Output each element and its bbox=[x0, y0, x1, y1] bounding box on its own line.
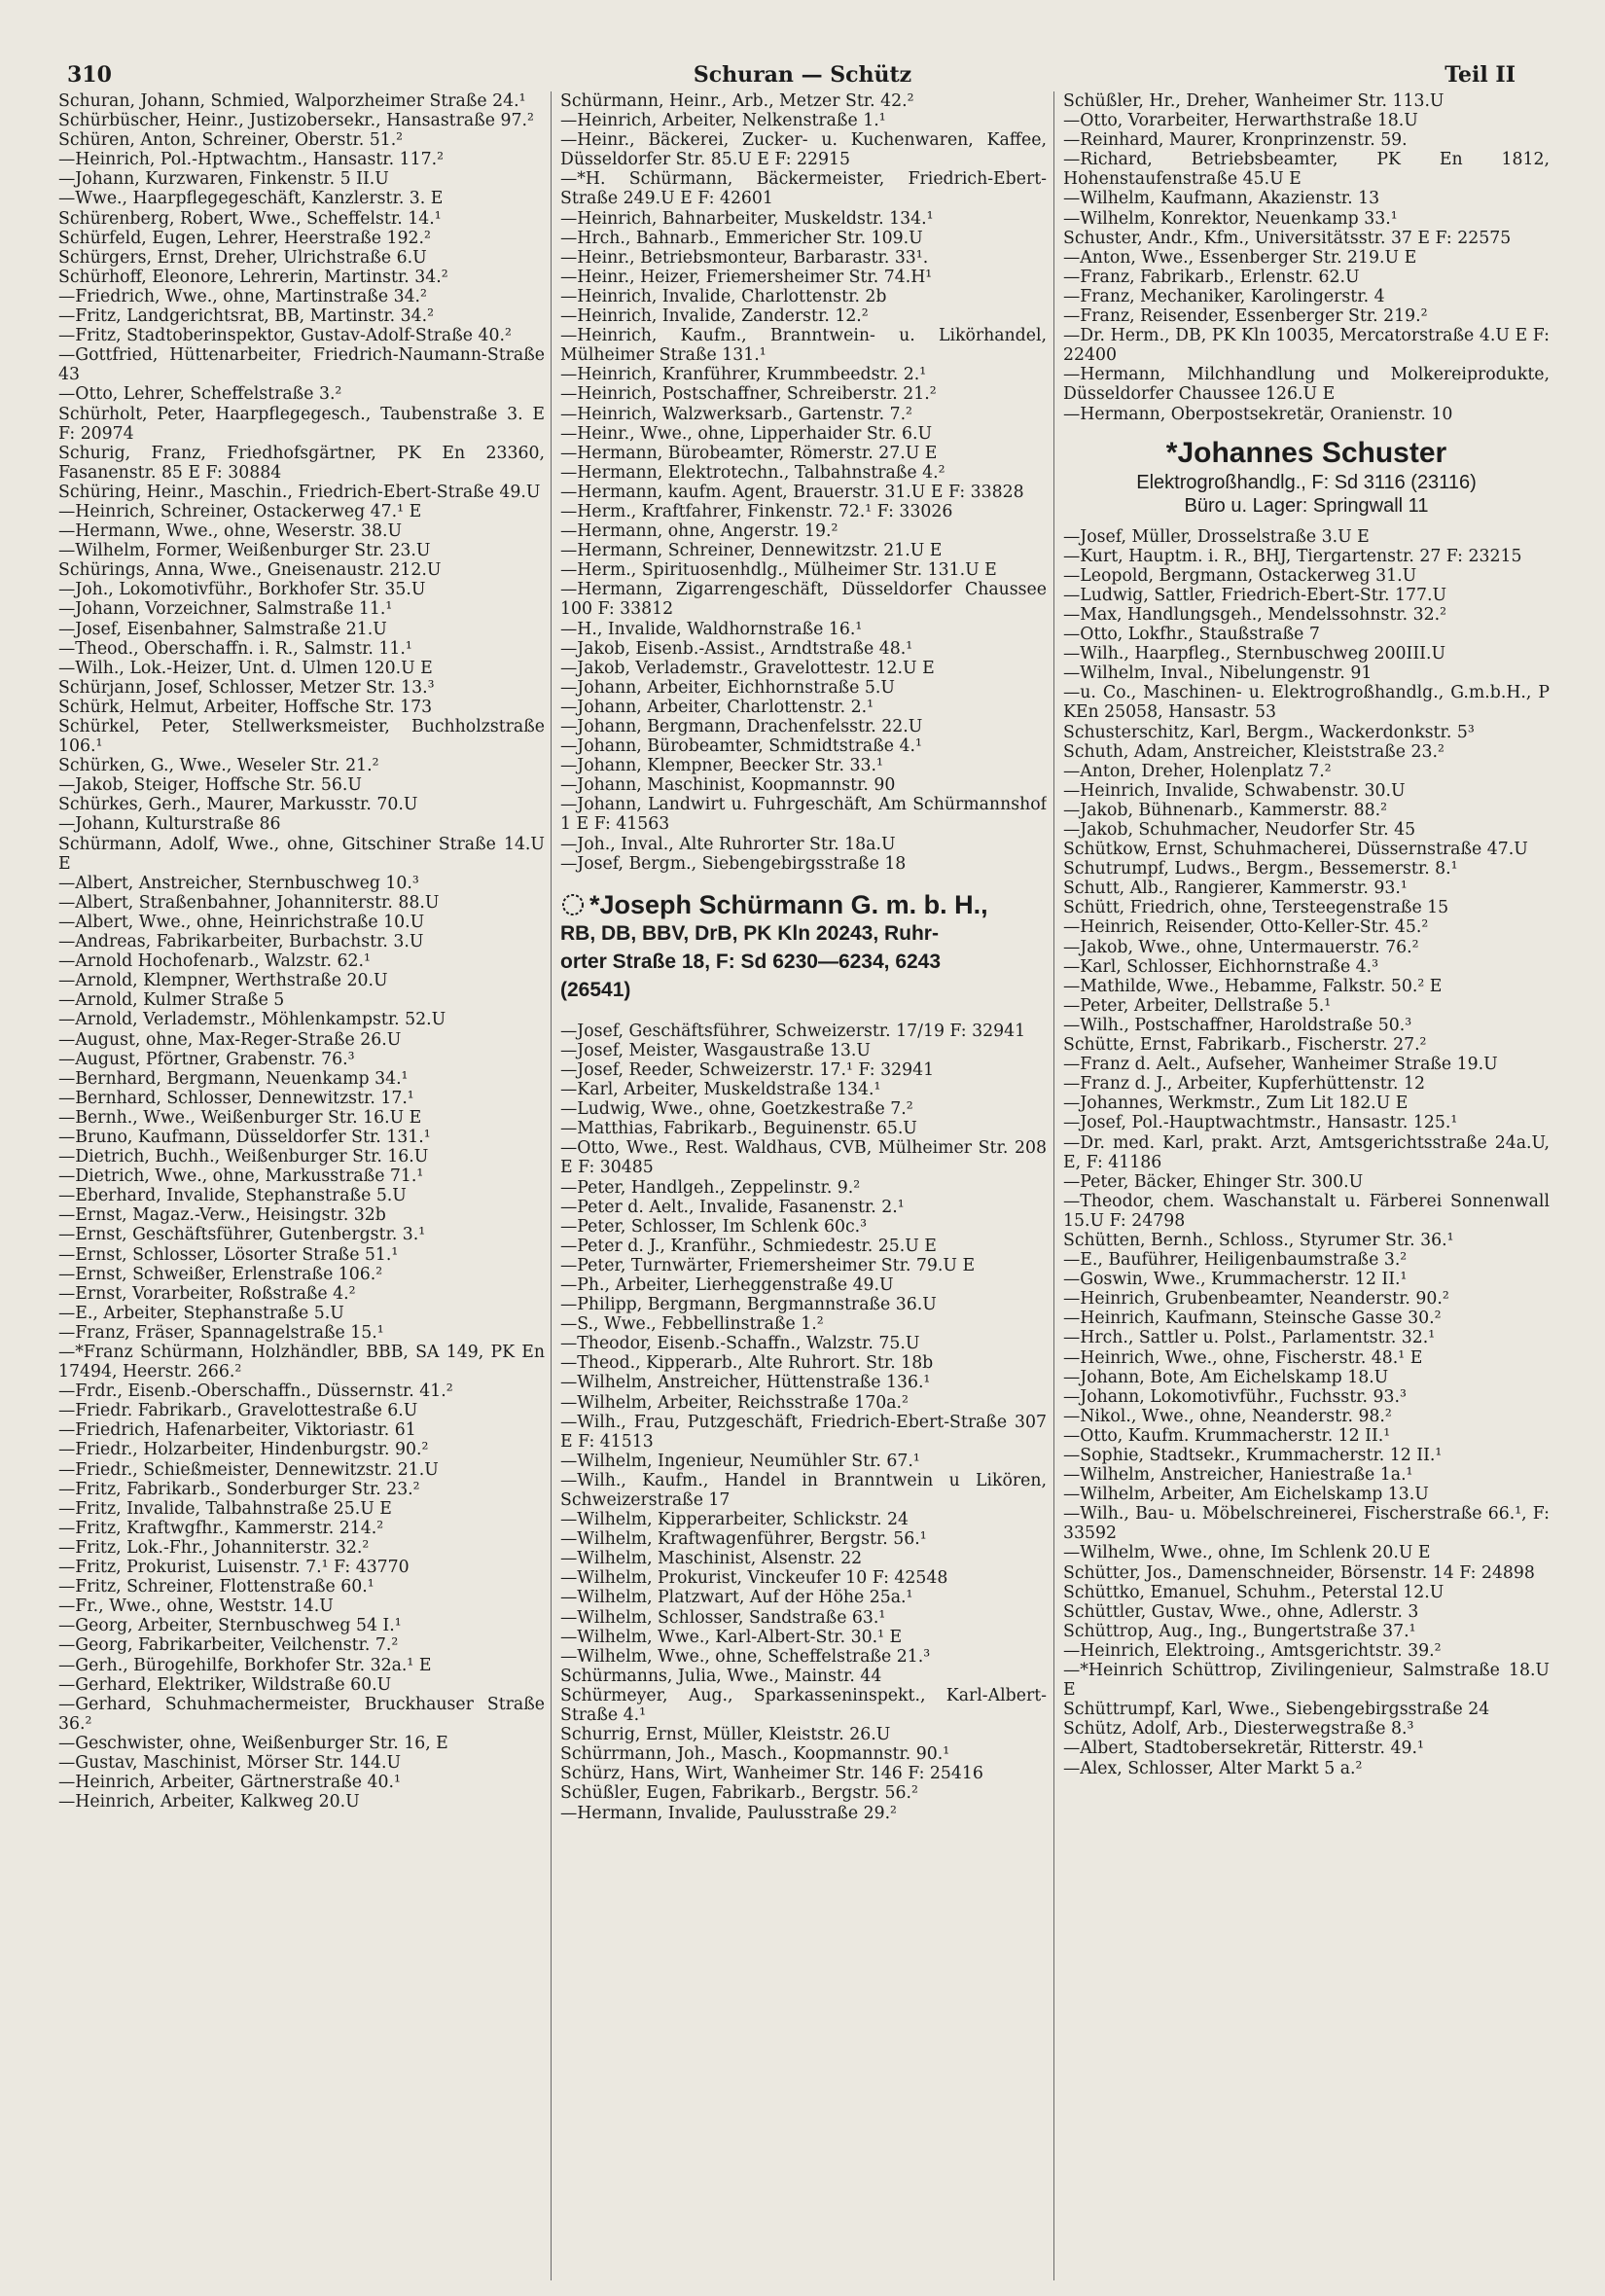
running-header bbox=[0, 62, 1605, 91]
directory-entry: —Wilhelm, Ingenieur, Neumühler Str. 67.¹ bbox=[560, 1451, 920, 1471]
directory-entry: —Eberhard, Invalide, Stephanstraße 5.U bbox=[58, 1186, 407, 1206]
directory-entry: —Wilh., Lok.-Heizer, Unt. d. Ulmen 120.U E bbox=[58, 658, 433, 678]
directory-entry: —Hermann, Oberpostsekretär, Oranienstr. 10 bbox=[1063, 404, 1453, 424]
directory-entry: —*Franz Schürmann, Holzhändler, BBB, SA 149, PK En 17494, Heerstr. 266.² bbox=[58, 1343, 545, 1382]
directory-entry: —Matthias, Fabrikarb., Beguinenstr. 65.U bbox=[560, 1119, 917, 1139]
directory-entry: —Josef, Meister, Wasgaustraße 13.U bbox=[560, 1040, 871, 1060]
directory-entry: —Wilhelm, Wwe., ohne, Scheffelstraße 21.³ bbox=[560, 1646, 931, 1667]
directory-entry: —Arnold Hochofenarb., Walzstr. 62.¹ bbox=[58, 951, 371, 972]
directory-entry: Schusterschitz, Karl, Bergm., Wackerdonkstr. 5³ bbox=[1063, 722, 1475, 742]
directory-entry: —Heinrich, Pol.-Hptwachtm., Hansastr. 117.² bbox=[58, 150, 445, 170]
directory-entry: —Johann, Kurzwaren, Finkenstr. 5 II.U bbox=[58, 169, 389, 190]
directory-entry: —Hermann, ohne, Angerstr. 19.² bbox=[560, 521, 838, 542]
ad-line: (26541) bbox=[560, 978, 631, 1001]
directory-entry: Schütz, Adolf, Arb., Diesterwegstraße 8.³ bbox=[1063, 1719, 1414, 1740]
directory-entry: —Jakob, Wwe., ohne, Untermauerstr. 76.² bbox=[1063, 937, 1419, 957]
directory-entry: —Wilhelm, Kipperarbeiter, Schlickstr. 24 bbox=[560, 1510, 910, 1530]
directory-entry: —Fritz, Fabrikarb., Sonderburger Str. 23.² bbox=[58, 1479, 420, 1499]
directory-entry: —Hermann, Wwe., ohne, Weserstr. 38.U bbox=[58, 521, 403, 542]
directory-entry: —Wilh., Frau, Putzgeschäft, Friedrich-Ebert-Straße 307 E F: 41513 bbox=[560, 1412, 1047, 1452]
directory-entry: —*H. Schürmann, Bäckermeister, Friedrich-Ebert-Straße 249.U E F: 42601 bbox=[560, 169, 1047, 209]
directory-entry: Schürfeld, Eugen, Lehrer, Heerstraße 192.² bbox=[58, 228, 431, 248]
directory-entry: —Peter, Schlosser, Im Schlenk 60c.³ bbox=[560, 1216, 868, 1237]
part-label: Teil II bbox=[1444, 62, 1516, 88]
directory-entry: —Johann, Maschinist, Koopmannstr. 90 bbox=[560, 775, 896, 796]
ad-line: Büro u. Lager: Springwall 11 bbox=[1184, 494, 1429, 517]
directory-entry: —Anton, Wwe., Essenberger Str. 219.U E bbox=[1063, 247, 1417, 268]
entry-list bbox=[58, 91, 545, 1812]
directory-entry: —Gottfried, Hüttenarbeiter, Friedrich-Naumann-Straße 43 bbox=[58, 345, 545, 385]
directory-entry: Schuster, Andr., Kfm., Universitätsstr. 37 E F: 22575 bbox=[1063, 228, 1512, 248]
directory-entry: —Wilh., Kaufm., Handel in Branntwein u Likören, Schweizerstraße 17 bbox=[560, 1470, 1047, 1510]
directory-entry: —Jakob, Schuhmacher, Neudorfer Str. 45 bbox=[1063, 820, 1416, 840]
directory-entry: —Josef, Eisenbahner, Salmstraße 21.U bbox=[58, 619, 387, 639]
directory-entry: —E., Arbeiter, Stephanstraße 5.U bbox=[58, 1303, 344, 1323]
directory-entry: —Franz, Fräser, Spannagelstraße 15.¹ bbox=[58, 1322, 384, 1343]
directory-entry: —Arnold, Klempner, Werthstraße 20.U bbox=[58, 971, 388, 991]
directory-entry: —Hermann, kaufm. Agent, Brauerstr. 31.U E F: 33828 bbox=[560, 482, 1024, 502]
directory-entry: —Wilhelm, Former, Weißenburger Str. 23.U bbox=[58, 541, 431, 561]
directory-entry: —Georg, Arbeiter, Sternbuschweg 54 I.¹ bbox=[58, 1616, 402, 1636]
directory-entry: —Heinrich, Kranführer, Krummbeedstr. 2.¹ bbox=[560, 365, 927, 385]
directory-entry: —Gerh., Bürogehilfe, Borkhofer Str. 32a.¹ E bbox=[58, 1655, 432, 1675]
entry-list bbox=[1063, 527, 1550, 1778]
directory-entry: Schürz, Hans, Wirt, Wanheimer Str. 146 F: 25416 bbox=[560, 1764, 983, 1784]
directory-entry: —Wilh., Bau- u. Möbelschreinerei, Fischerstraße 66.¹, F: 33592 bbox=[1063, 1504, 1550, 1544]
advertisement-schuermann bbox=[560, 891, 1047, 1004]
directory-entry: —*Heinrich Schüttrop, Zivilingenieur, Salmstraße 18.U E bbox=[1063, 1661, 1550, 1701]
directory-entry: —Reinhard, Maurer, Kronprinzenstr. 59. bbox=[1063, 130, 1408, 151]
directory-entry: Schürrmann, Joh., Masch., Koopmannstr. 90.¹ bbox=[560, 1744, 950, 1765]
directory-entry: —Bernhard, Bergmann, Neuenkamp 34.¹ bbox=[58, 1068, 409, 1089]
directory-entry: —Ph., Arbeiter, Lierheggenstraße 49.U bbox=[560, 1274, 894, 1295]
directory-entry: —Wilhelm, Konrektor, Neuenkamp 33.¹ bbox=[1063, 208, 1398, 229]
directory-entry: Schürkes, Gerh., Maurer, Markusstr. 70.U bbox=[58, 795, 418, 815]
directory-entry: —Heinrich, Reisender, Otto-Keller-Str. 45.² bbox=[1063, 917, 1429, 938]
ad-title bbox=[560, 891, 1047, 919]
directory-entry: Schürk, Helmut, Arbeiter, Hoffsche Str. 173 bbox=[58, 697, 433, 717]
directory-entry: Schüßler, Eugen, Fabrikarb., Bergstr. 56.² bbox=[560, 1783, 918, 1804]
directory-entry: —Peter, Bäcker, Ehinger Str. 300.U bbox=[1063, 1171, 1364, 1192]
directory-entry: Schüttrumpf, Karl, Wwe., Siebengebirgsstraße 24 bbox=[1063, 1700, 1490, 1720]
directory-entry: —Heinr., Heizer, Friemersheimer Str. 74.H¹ bbox=[560, 267, 933, 287]
directory-entry: Schutt, Alb., Rangierer, Kammerstr. 93.¹ bbox=[1063, 879, 1408, 899]
directory-entry: —Wilhelm, Prokurist, Vinckeufer 10 F: 42548 bbox=[560, 1568, 948, 1589]
directory-entry: Schüren, Anton, Schreiner, Oberstr. 51.² bbox=[58, 130, 404, 151]
directory-entry: —Albert, Wwe., ohne, Heinrichstraße 10.U bbox=[58, 912, 425, 932]
directory-entry: —Jakob, Bühnenarb., Kammerstr. 88.² bbox=[1063, 800, 1388, 820]
directory-entry: —Wilh., Haarpfleg., Sternbuschweg 200III.U bbox=[1063, 644, 1446, 664]
directory-entry: Schüring, Heinr., Maschin., Friedrich-Ebert-Straße 49.U bbox=[58, 482, 541, 502]
directory-entry: —Ernst, Geschäftsführer, Gutenbergstr. 3.¹ bbox=[58, 1225, 426, 1245]
directory-entry: —Wilhelm, Wwe., Karl-Albert-Str. 30.¹ E bbox=[560, 1627, 903, 1647]
ad-company-name: *Joseph Schürmann G. m. b. H., bbox=[589, 889, 988, 919]
directory-entry: —Gerhard, Elektriker, Wildstraße 60.U bbox=[58, 1674, 392, 1695]
directory-entry: —Mathilde, Wwe., Hebamme, Falkstr. 50.² E bbox=[1063, 976, 1443, 996]
directory-entry: Schurrig, Ernst, Müller, Kleiststr. 26.U bbox=[560, 1725, 891, 1745]
directory-entry: —Alex, Schlosser, Alter Markt 5 a.² bbox=[1063, 1758, 1363, 1778]
directory-entry: —Johann, Bürobeamter, Schmidtstraße 4.¹ bbox=[560, 736, 922, 757]
directory-entry: —Herm., Spirituosenhdlg., Mülheimer Str. 131.U E bbox=[560, 560, 997, 581]
directory-entry: —Heinr., Bäckerei, Zucker- u. Kuchenwaren, Kaffee, Düsseldorfer Str. 85.U E F: 22915 bbox=[560, 130, 1047, 170]
directory-entry: —Josef, Reeder, Schweizerstr. 17.¹ F: 32941 bbox=[560, 1059, 935, 1080]
directory-entry: —Johann, Bergmann, Drachenfelsstr. 22.U bbox=[560, 717, 923, 736]
directory-entry: —Friedr., Holzarbeiter, Hindenburgstr. 90.² bbox=[58, 1440, 429, 1460]
directory-entry: —Wilhelm, Platzwart, Auf der Höhe 25a.¹ bbox=[560, 1588, 913, 1608]
directory-entry: —Wilhelm, Schlosser, Sandstraße 63.¹ bbox=[560, 1607, 886, 1628]
directory-entry: —Hermann, Zigarrengeschäft, Düsseldorfer Chaussee 100 F: 33812 bbox=[560, 580, 1047, 620]
directory-entry: —Josef, Pol.-Hauptwachtmstr., Hansastr. 125.¹ bbox=[1063, 1113, 1458, 1133]
directory-entry: —Friedr. Fabrikarb., Gravelottestraße 6.U bbox=[58, 1401, 418, 1421]
directory-entry: —Ernst, Schlosser, Lösorter Straße 51.¹ bbox=[58, 1244, 399, 1265]
directory-entry: —Goswin, Wwe., Krummacherstr. 12 II.¹ bbox=[1063, 1270, 1408, 1290]
directory-entry: Schürkel, Peter, Stellwerksmeister, Buchholzstraße 106.¹ bbox=[58, 717, 545, 757]
directory-entry: —Fritz, Landgerichtsrat, BB, Martinstr. 34.² bbox=[58, 306, 435, 327]
directory-entry: —Fritz, Stadtoberinspektor, Gustav-Adolf-Straße 40.² bbox=[58, 326, 512, 346]
directory-entry: Schütte, Ernst, Fabrikarb., Fischerstr. 27.² bbox=[1063, 1035, 1427, 1056]
directory-entry: —Heinrich, Invalide, Charlottenstr. 2b bbox=[560, 286, 887, 306]
ad-line: orter Straße 18, F: Sd 6230—6234, 6243 bbox=[560, 950, 942, 973]
directory-entry: —Peter d. J., Kranführ., Schmiedestr. 25.U E bbox=[560, 1236, 937, 1256]
directory-entry: —Hermann, Milchhandlung und Molkereiprodukte, Düsseldorfer Chaussee 126.U E bbox=[1063, 365, 1550, 405]
directory-entry: —Philipp, Bergmann, Bergmannstraße 36.U bbox=[560, 1295, 937, 1315]
directory-entry: —Theod., Kipperarb., Alte Ruhrort. Str. 18b bbox=[560, 1353, 934, 1374]
directory-entry: —Otto, Lehrer, Scheffelstraße 3.² bbox=[58, 384, 342, 405]
directory-entry: —Heinrich, Bahnarbeiter, Muskeldstr. 134.¹ bbox=[560, 208, 934, 229]
directory-entry: —Franz, Mechaniker, Karolingerstr. 4 bbox=[1063, 286, 1385, 306]
column-divider bbox=[1053, 91, 1054, 2280]
directory-entry: —Heinrich, Elektroing., Amtsgerichtstr. 39.² bbox=[1063, 1640, 1442, 1661]
directory-entry: Schürmanns, Julia, Wwe., Mainstr. 44 bbox=[560, 1666, 882, 1686]
directory-entry: —August, ohne, Max-Reger-Straße 26.U bbox=[58, 1029, 402, 1050]
directory-entry: —Albert, Straßenbahner, Johanniterstr. 88.U bbox=[58, 892, 440, 913]
ad-line: Elektrogroßhandlg., F: Sd 3116 (23116) bbox=[1136, 471, 1477, 493]
directory-entry: Schüßler, Hr., Dreher, Wanheimer Str. 113.U bbox=[1063, 91, 1444, 111]
directory-entry: —Heinrich, Invalide, Zanderstr. 12.² bbox=[560, 306, 869, 327]
directory-entry: —Franz d. Aelt., Aufseher, Wanheimer Straße 19.U bbox=[1063, 1055, 1498, 1075]
directory-entry: —Leopold, Bergmann, Ostackerweg 31.U bbox=[1063, 565, 1417, 586]
directory-entry: —Johann, Arbeiter, Charlottenstr. 2.¹ bbox=[560, 697, 874, 717]
directory-entry: —Heinrich, Arbeiter, Gärtnerstraße 40.¹ bbox=[58, 1773, 401, 1793]
directory-entry: —Johann, Vorzeichner, Salmstraße 11.¹ bbox=[58, 599, 393, 620]
column-1 bbox=[58, 91, 545, 1812]
directory-entry: —Bruno, Kaufmann, Düsseldorfer Str. 131.¹ bbox=[58, 1127, 431, 1147]
directory-entry: —Franz d. J., Arbeiter, Kupferhüttenstr. 12 bbox=[1063, 1074, 1426, 1094]
directory-entry: —Otto, Vorarbeiter, Herwarthstraße 18.U bbox=[1063, 111, 1418, 131]
directory-entry: —Otto, Kaufm. Krummacherstr. 12 II.¹ bbox=[1063, 1425, 1391, 1446]
directory-entry: —Josef, Geschäftsführer, Schweizerstr. 17/19 F: 32941 bbox=[560, 1021, 1026, 1041]
directory-entry: —Johann, Lokomotivführ., Fuchsstr. 93.³ bbox=[1063, 1386, 1407, 1407]
directory-entry: —Franz, Reisender, Essenberger Str. 219.² bbox=[1063, 306, 1428, 327]
directory-entry: —Wilh., Postschaffner, Haroldstraße 50.³ bbox=[1063, 1015, 1412, 1035]
directory-entry: —Johann, Kulturstraße 86 bbox=[58, 814, 281, 835]
directory-entry: —Joh., Lokomotivführ., Borkhofer Str. 35.U bbox=[58, 580, 426, 600]
directory-entry: —Ludwig, Wwe., ohne, Goetzkestraße 7.² bbox=[560, 1099, 913, 1120]
directory-entry: —Hrch., Bahnarb., Emmericher Str. 109.U bbox=[560, 228, 923, 248]
directory-entry: —Fritz, Kraftwgfhr., Kammerstr. 214.² bbox=[58, 1518, 384, 1538]
directory-entry: —Johann, Klempner, Beecker Str. 33.¹ bbox=[560, 756, 883, 776]
directory-entry: —Dr. med. Karl, prakt. Arzt, Amtsgerichtsstraße 24a.U, E, F: 41186 bbox=[1063, 1132, 1550, 1172]
directory-entry: —Wilhelm, Kraftwagenführer, Bergstr. 56.¹ bbox=[560, 1529, 927, 1550]
directory-entry: —Jakob, Eisenb.-Assist., Arndtstraße 48.¹ bbox=[560, 638, 913, 659]
directory-entry: —Heinrich, Kaufmann, Steinsche Gasse 30.² bbox=[1063, 1309, 1442, 1329]
directory-entry: —Johann, Bote, Am Eichelskamp 18.U bbox=[1063, 1367, 1389, 1387]
directory-entry: —Heinr., Wwe., ohne, Lipperhaider Str. 6.U bbox=[560, 423, 933, 444]
directory-entry: —Wilhelm, Maschinist, Alsenstr. 22 bbox=[560, 1549, 863, 1569]
column-3 bbox=[1063, 91, 1550, 1778]
directory-entry: —Wilhelm, Inval., Nibelungenstr. 91 bbox=[1063, 664, 1373, 684]
entry-list bbox=[560, 1022, 1047, 1823]
name-range: Schuran — Schütz bbox=[693, 62, 912, 88]
company-logo-icon bbox=[560, 892, 586, 917]
directory-entry: Schüttrop, Aug., Ing., Bungertstraße 37.¹ bbox=[1063, 1621, 1416, 1641]
directory-entry: —Friedrich, Wwe., ohne, Martinstraße 34.² bbox=[58, 286, 427, 306]
directory-entry: —Heinrich, Kaufm., Branntwein- u. Likörhandel, Mülheimer Straße 131.¹ bbox=[560, 326, 1047, 366]
directory-entry: Schüttler, Gustav, Wwe., ohne, Adlerstr. 3 bbox=[1063, 1601, 1419, 1622]
directory-entry: —Josef, Bergm., Siebengebirgsstraße 18 bbox=[560, 853, 907, 874]
entry-list bbox=[560, 91, 1047, 874]
directory-entry: Schüttko, Emanuel, Schuhm., Peterstal 12.U bbox=[1063, 1582, 1444, 1602]
directory-entry: Schutrumpf, Ludws., Bergm., Bessemerstr. 8.¹ bbox=[1063, 859, 1458, 879]
directory-entry: —Johannes, Werkmstr., Zum Lit 182.U E bbox=[1063, 1094, 1409, 1114]
entry-list bbox=[1063, 91, 1550, 424]
directory-entry: —Heinrich, Wwe., ohne, Fischerstr. 48.¹ E bbox=[1063, 1347, 1423, 1368]
column-divider bbox=[551, 91, 552, 2280]
directory-entry: Schürholt, Peter, Haarpflegegesch., Taubenstraße 3. E F: 20974 bbox=[58, 404, 545, 444]
directory-entry: —Heinrich, Arbeiter, Nelkenstraße 1.¹ bbox=[560, 111, 886, 131]
directory-entry: —Dietrich, Buchh., Weißenburger Str. 16.U bbox=[58, 1147, 429, 1167]
directory-entry: Schurig, Franz, Friedhofsgärtner, PK En 23360, Fasanenstr. 85 E F: 30884 bbox=[58, 443, 545, 483]
directory-entry: —Sophie, Stadtsekr., Krummacherstr. 12 II.¹ bbox=[1063, 1446, 1443, 1465]
directory-entry: —Otto, Lokfhr., Staußstraße 7 bbox=[1063, 625, 1320, 645]
directory-entry: Schürbüscher, Heinr., Justizobersekr., Hansastraße 97.² bbox=[58, 111, 534, 131]
directory-entry: —Jakob, Verlademstr., Gravelottestr. 12.U E bbox=[560, 658, 935, 678]
directory-entry: —Wilhelm, Arbeiter, Reichsstraße 170a.² bbox=[560, 1392, 909, 1413]
page-number: 310 bbox=[67, 62, 112, 88]
ad-line: RB, DB, BBV, DrB, PK Kln 20243, Ruhr- bbox=[560, 921, 939, 945]
directory-entry: —H., Invalide, Waldhornstraße 16.¹ bbox=[560, 619, 863, 639]
directory-entry: —Peter, Arbeiter, Dellstraße 5.¹ bbox=[1063, 995, 1332, 1016]
directory-entry: —Dietrich, Wwe., ohne, Markusstraße 71.¹ bbox=[58, 1166, 424, 1187]
directory-entry: —Bernh., Wwe., Weißenburger Str. 16.U E bbox=[58, 1107, 422, 1128]
directory-entry: —Wilhelm, Anstreicher, Hüttenstraße 136.¹ bbox=[560, 1373, 931, 1393]
directory-entry: Schürmeyer, Aug., Sparkasseninspekt., Karl-Albert-Straße 4.¹ bbox=[560, 1685, 1047, 1726]
directory-entry: Schuth, Adam, Anstreicher, Kleiststraße 23.² bbox=[1063, 741, 1444, 762]
directory-entry: Schütkow, Ernst, Schuhmacherei, Düssernstraße 47.U bbox=[1063, 840, 1528, 860]
directory-entry: —Heinrich, Arbeiter, Kalkweg 20.U bbox=[58, 1792, 360, 1812]
directory-entry: —Peter d. Aelt., Invalide, Fasanenstr. 2.¹ bbox=[560, 1197, 905, 1217]
directory-entry: Schürenberg, Robert, Wwe., Scheffelstr. 14.¹ bbox=[58, 208, 442, 229]
directory-entry: —Wilhelm, Arbeiter, Am Eichelskamp 13.U bbox=[1063, 1485, 1429, 1505]
directory-entry: —Wilhelm, Wwe., ohne, Im Schlenk 20.U E bbox=[1063, 1543, 1431, 1563]
directory-entry: —Hermann, Bürobeamter, Römerstr. 27.U E bbox=[560, 443, 938, 463]
column-2 bbox=[560, 91, 1047, 1823]
directory-entry: —Fr., Wwe., ohne, Weststr. 14.U bbox=[58, 1596, 334, 1617]
directory-entry: —Josef, Müller, Drosselstraße 3.U E bbox=[1063, 526, 1370, 547]
directory-entry: —Herm., Kraftfahrer, Finkenstr. 72.¹ F: 33026 bbox=[560, 501, 953, 521]
directory-entry: —Wilhelm, Kaufmann, Akazienstr. 13 bbox=[1063, 189, 1380, 209]
directory-entry: Schürhoff, Eleonore, Lehrerin, Martinstr. 34.² bbox=[58, 267, 448, 287]
directory-entry: —Ludwig, Sattler, Friedrich-Ebert-Str. 177.U bbox=[1063, 585, 1447, 605]
directory-entry: —Anton, Dreher, Holenplatz 7.² bbox=[1063, 761, 1332, 781]
directory-entry: —Fritz, Prokurist, Luisenstr. 7.¹ F: 43770 bbox=[58, 1558, 410, 1578]
directory-entry: Schürjann, Josef, Schlosser, Metzer Str. 13.³ bbox=[58, 677, 435, 698]
directory-entry: —Friedrich, Hafenarbeiter, Viktoriastr. 61 bbox=[58, 1420, 416, 1441]
directory-entry: —Max, Handlungsgeh., Mendelssohnstr. 32.² bbox=[1063, 604, 1447, 625]
directory-entry: —Geschwister, ohne, Weißenburger Str. 16, E bbox=[58, 1733, 448, 1753]
directory-entry: —Gustav, Maschinist, Mörser Str. 144.U bbox=[58, 1752, 402, 1773]
directory-entry: —Fritz, Schreiner, Flottenstraße 60.¹ bbox=[58, 1577, 374, 1597]
directory-entry: —Otto, Wwe., Rest. Waldhaus, CVB, Mülheimer Str. 208 E F: 30485 bbox=[560, 1138, 1047, 1178]
directory-entry: Schürings, Anna, Wwe., Gneisenaustr. 212.U bbox=[58, 560, 442, 581]
directory-entry: —u. Co., Maschinen- u. Elektrogroßhandlg., G.m.b.H., P KEn 25058, Hansastr. 53 bbox=[1063, 683, 1550, 723]
directory-entry: —Georg, Fabrikarbeiter, Veilchenstr. 7.² bbox=[58, 1635, 399, 1656]
directory-entry: —Heinrich, Postschaffner, Schreiberstr. 21.² bbox=[560, 384, 937, 405]
directory-entry: —S., Wwe., Febbellinstraße 1.² bbox=[560, 1314, 824, 1335]
directory-entry: —Heinrich, Walzwerksarb., Gartenstr. 7.² bbox=[560, 404, 912, 424]
directory-entry: —Wwe., Haarpflegegeschäft, Kanzlerstr. 3. E bbox=[58, 189, 444, 209]
directory-entry: Schürgers, Ernst, Dreher, Ulrichstraße 6.U bbox=[58, 247, 427, 268]
directory-entry: —Albert, Stadtobersekretär, Ritterstr. 49.¹ bbox=[1063, 1739, 1424, 1759]
directory-entry: —Franz, Fabrikarb., Erlenstr. 62.U bbox=[1063, 267, 1360, 287]
directory-entry: —Peter, Handlgeh., Zeppelinstr. 9.² bbox=[560, 1177, 861, 1198]
ad-company-name: *Johannes Schuster bbox=[1165, 436, 1447, 469]
directory-entry: —Frdr., Eisenb.-Oberschaffn., Düssernstr. 41.² bbox=[58, 1381, 453, 1402]
directory-entry: —Bernhard, Schlosser, Dennewitzstr. 17.¹ bbox=[58, 1088, 414, 1108]
directory-entry: —Arnold, Kulmer Straße 5 bbox=[58, 990, 285, 1011]
directory-entry: —Joh., Inval., Alte Ruhrorter Str. 18a.U bbox=[560, 834, 896, 854]
directory-entry: —Fritz, Invalide, Talbahnstraße 25.U E bbox=[58, 1498, 392, 1519]
directory-entry: —Theodor, chem. Waschanstalt u. Färberei Sonnenwall 15.U F: 24798 bbox=[1063, 1191, 1550, 1231]
directory-entry: —Jakob, Steiger, Hoffsche Str. 56.U bbox=[58, 775, 362, 796]
directory-entry: Schürken, G., Wwe., Weseler Str. 21.² bbox=[58, 756, 379, 776]
directory-entry: Schürmann, Heinr., Arb., Metzer Str. 42.² bbox=[560, 91, 914, 111]
directory-entry: —Heinrich, Invalide, Schwabenstr. 30.U bbox=[1063, 780, 1406, 801]
directory-entry: —Johann, Arbeiter, Eichhornstraße 5.U bbox=[560, 677, 895, 698]
directory-entry: —Wilhelm, Anstreicher, Haniestraße 1a.¹ bbox=[1063, 1465, 1413, 1486]
directory-entry: Schürmann, Adolf, Wwe., ohne, Gitschiner Straße 14.U E bbox=[58, 834, 545, 874]
directory-entry: —Hermann, Invalide, Paulusstraße 29.² bbox=[560, 1803, 897, 1823]
directory-entry: —Fritz, Lok.-Fhr., Johanniterstr. 32.² bbox=[58, 1537, 370, 1558]
directory-entry: —Heinrich, Schreiner, Ostackerweg 47.¹ E bbox=[58, 501, 422, 521]
directory-entry: —Hrch., Sattler u. Polst., Parlamentstr. 32.¹ bbox=[1063, 1328, 1436, 1348]
directory-entry: —Karl, Arbeiter, Muskeldstraße 134.¹ bbox=[560, 1080, 881, 1100]
directory-entry: —Ernst, Vorarbeiter, Roßstraße 4.² bbox=[58, 1283, 356, 1304]
directory-entry: —Richard, Betriebsbeamter, PK En 1812, Hohenstaufenstraße 45.U E bbox=[1063, 150, 1550, 190]
directory-entry: —August, Pförtner, Grabenstr. 76.³ bbox=[58, 1049, 355, 1069]
directory-entry: —Hermann, Schreiner, Dennewitzstr. 21.U E bbox=[560, 541, 943, 561]
directory-entry: —Peter, Turnwärter, Friemersheimer Str. 79.U E bbox=[560, 1255, 976, 1275]
directory-entry: —Johann, Landwirt u. Fuhrgeschäft, Am Schürmannshof 1 E F: 41563 bbox=[560, 795, 1047, 835]
directory-entry: Schütten, Bernh., Schloss., Styrumer Str. 36.¹ bbox=[1063, 1230, 1454, 1250]
directory-entry: —Hermann, Elektrotechn., Talbahnstraße 4.² bbox=[560, 462, 945, 483]
directory-entry: —Dr. Herm., DB, PK Kln 10035, Mercatorstraße 4.U E F: 22400 bbox=[1063, 326, 1550, 366]
directory-entry: —Theod., Oberschaffn. i. R., Salmstr. 11.¹ bbox=[58, 638, 412, 659]
directory-entry: —Albert, Anstreicher, Sternbuschweg 10.³ bbox=[58, 873, 419, 893]
directory-entry: —Gerhard, Schuhmachermeister, Bruckhauser Straße 36.² bbox=[58, 1694, 545, 1734]
directory-entry: Schütter, Jos., Damenschneider, Börsenstr. 14 F: 24898 bbox=[1063, 1562, 1535, 1583]
directory-entry: —Ernst, Magaz.-Verw., Heisingstr. 32b bbox=[58, 1205, 386, 1226]
directory-entry: —Theodor, Eisenb.-Schaffn., Walzstr. 75.U bbox=[560, 1334, 920, 1354]
directory-entry: —Friedr., Schießmeister, Dennewitzstr. 21.U bbox=[58, 1459, 439, 1480]
directory-entry: —Heinr., Betriebsmonteur, Barbarastr. 33¹. bbox=[560, 247, 929, 268]
advertisement-schuster bbox=[1063, 436, 1550, 518]
directory-entry: —Kurt, Hauptm. i. R., BHJ, Tiergartenstr. 27 F: 23215 bbox=[1063, 546, 1522, 566]
directory-entry: —Andreas, Fabrikarbeiter, Burbachstr. 3.U bbox=[58, 932, 424, 952]
directory-entry: —Heinrich, Grubenbeamter, Neanderstr. 90.² bbox=[1063, 1289, 1449, 1309]
directory-entry: Schuran, Johann, Schmied, Walporzheimer Straße 24.¹ bbox=[58, 91, 526, 111]
directory-entry: —Nikol., Wwe., ohne, Neanderstr. 98.² bbox=[1063, 1406, 1392, 1426]
directory-entry: Schütt, Friedrich, ohne, Tersteegenstraße 15 bbox=[1063, 898, 1449, 918]
directory-entry: —Ernst, Schweißer, Erlenstraße 106.² bbox=[58, 1264, 383, 1284]
directory-entry: —Karl, Schlosser, Eichhornstraße 4.³ bbox=[1063, 956, 1379, 977]
directory-entry: —E., Bauführer, Heiligenbaumstraße 3.² bbox=[1063, 1250, 1408, 1271]
directory-entry: —Arnold, Verlademstr., Möhlenkampstr. 52.U bbox=[58, 1010, 446, 1030]
